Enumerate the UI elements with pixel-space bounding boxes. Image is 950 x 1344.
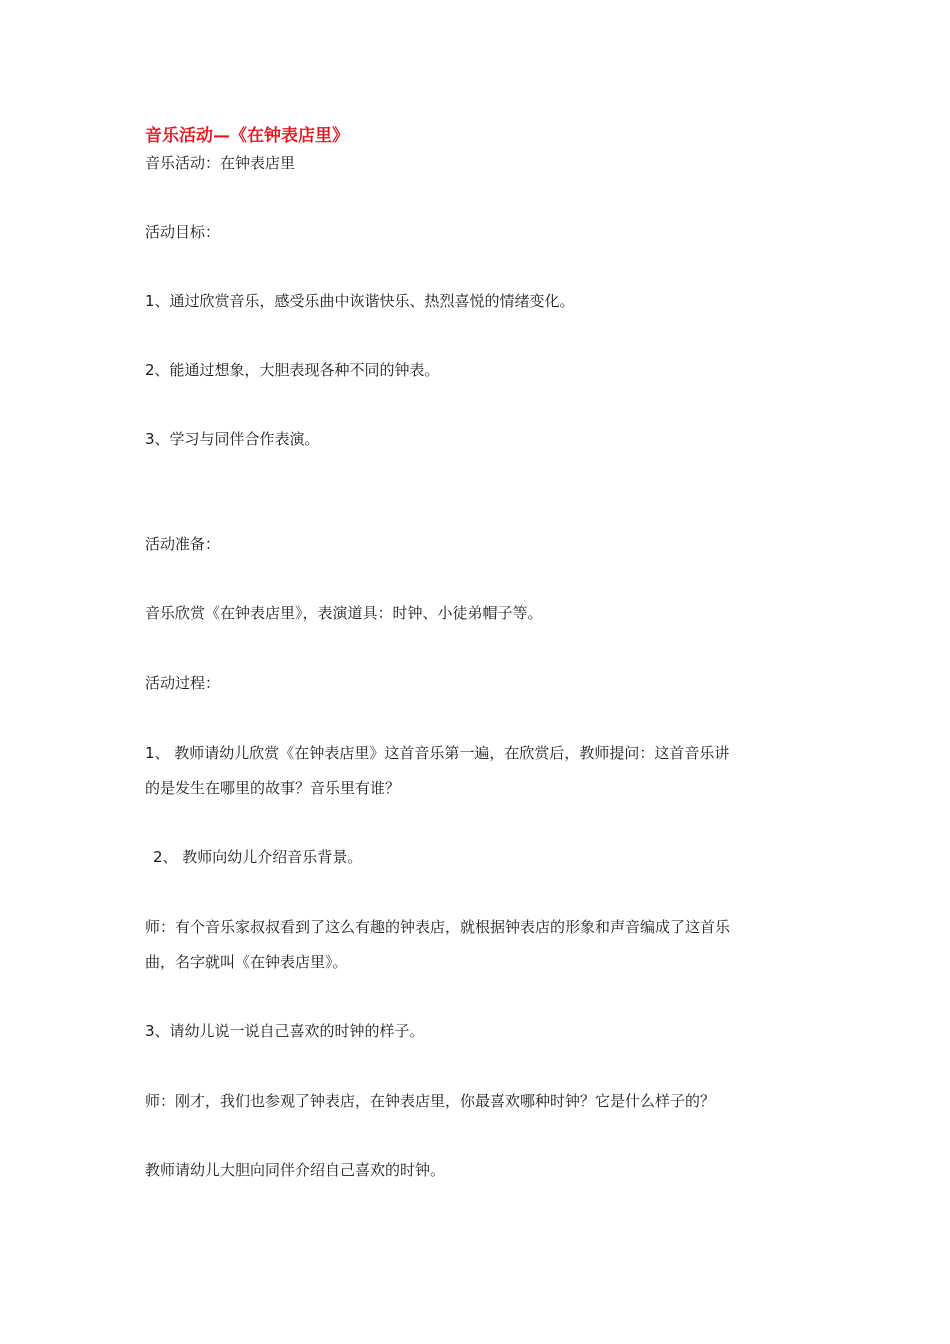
teacher-speech-2: 师：刚才，我们也参观了钟表店，在钟表店里，你最喜欢哪种时钟？它是什么样子的？ <box>145 1092 716 1110</box>
goal-item-3: 3、学习与同伴合作表演。 <box>145 430 320 448</box>
goal-item-2: 2、能通过想象，大胆表现各种不同的钟表。 <box>145 361 440 379</box>
document-subtitle: 音乐活动：在钟表店里 <box>145 154 296 172</box>
goals-heading: 活动目标： <box>145 223 221 241</box>
teacher-speech-1-line-1: 师：有个音乐家叔叔看到了这么有趣的钟表店，就根据钟表店的形象和声音编成了这首乐 <box>145 918 731 936</box>
teacher-speech-1-line-2: 曲，名字就叫《在钟表店里》。 <box>145 953 348 971</box>
process-heading: 活动过程： <box>145 674 221 692</box>
step-1-line-2: 的是发生在哪里的故事？音乐里有谁？ <box>145 779 401 797</box>
prep-heading: 活动准备： <box>145 535 221 553</box>
step-3: 3、请幼儿说一说自己喜欢的时钟的样子。 <box>145 1022 425 1040</box>
step-2: 2、 教师向幼儿介绍音乐背景。 <box>153 848 363 866</box>
closing-text: 教师请幼儿大胆向同伴介绍自己喜欢的时钟。 <box>145 1161 446 1179</box>
document-title: 音乐活动—《在钟表店里》 <box>145 126 349 146</box>
prep-text: 音乐欣赏《在钟表店里》，表演道具：时钟、小徒弟帽子等。 <box>145 604 543 622</box>
goal-item-1: 1、通过欣赏音乐，感受乐曲中诙谐快乐、热烈喜悦的情绪变化。 <box>145 292 575 310</box>
step-1-line-1: 1、 教师请幼儿欣赏《在钟表店里》这首音乐第一遍，在欣赏后，教师提问：这首音乐讲 <box>145 744 730 762</box>
